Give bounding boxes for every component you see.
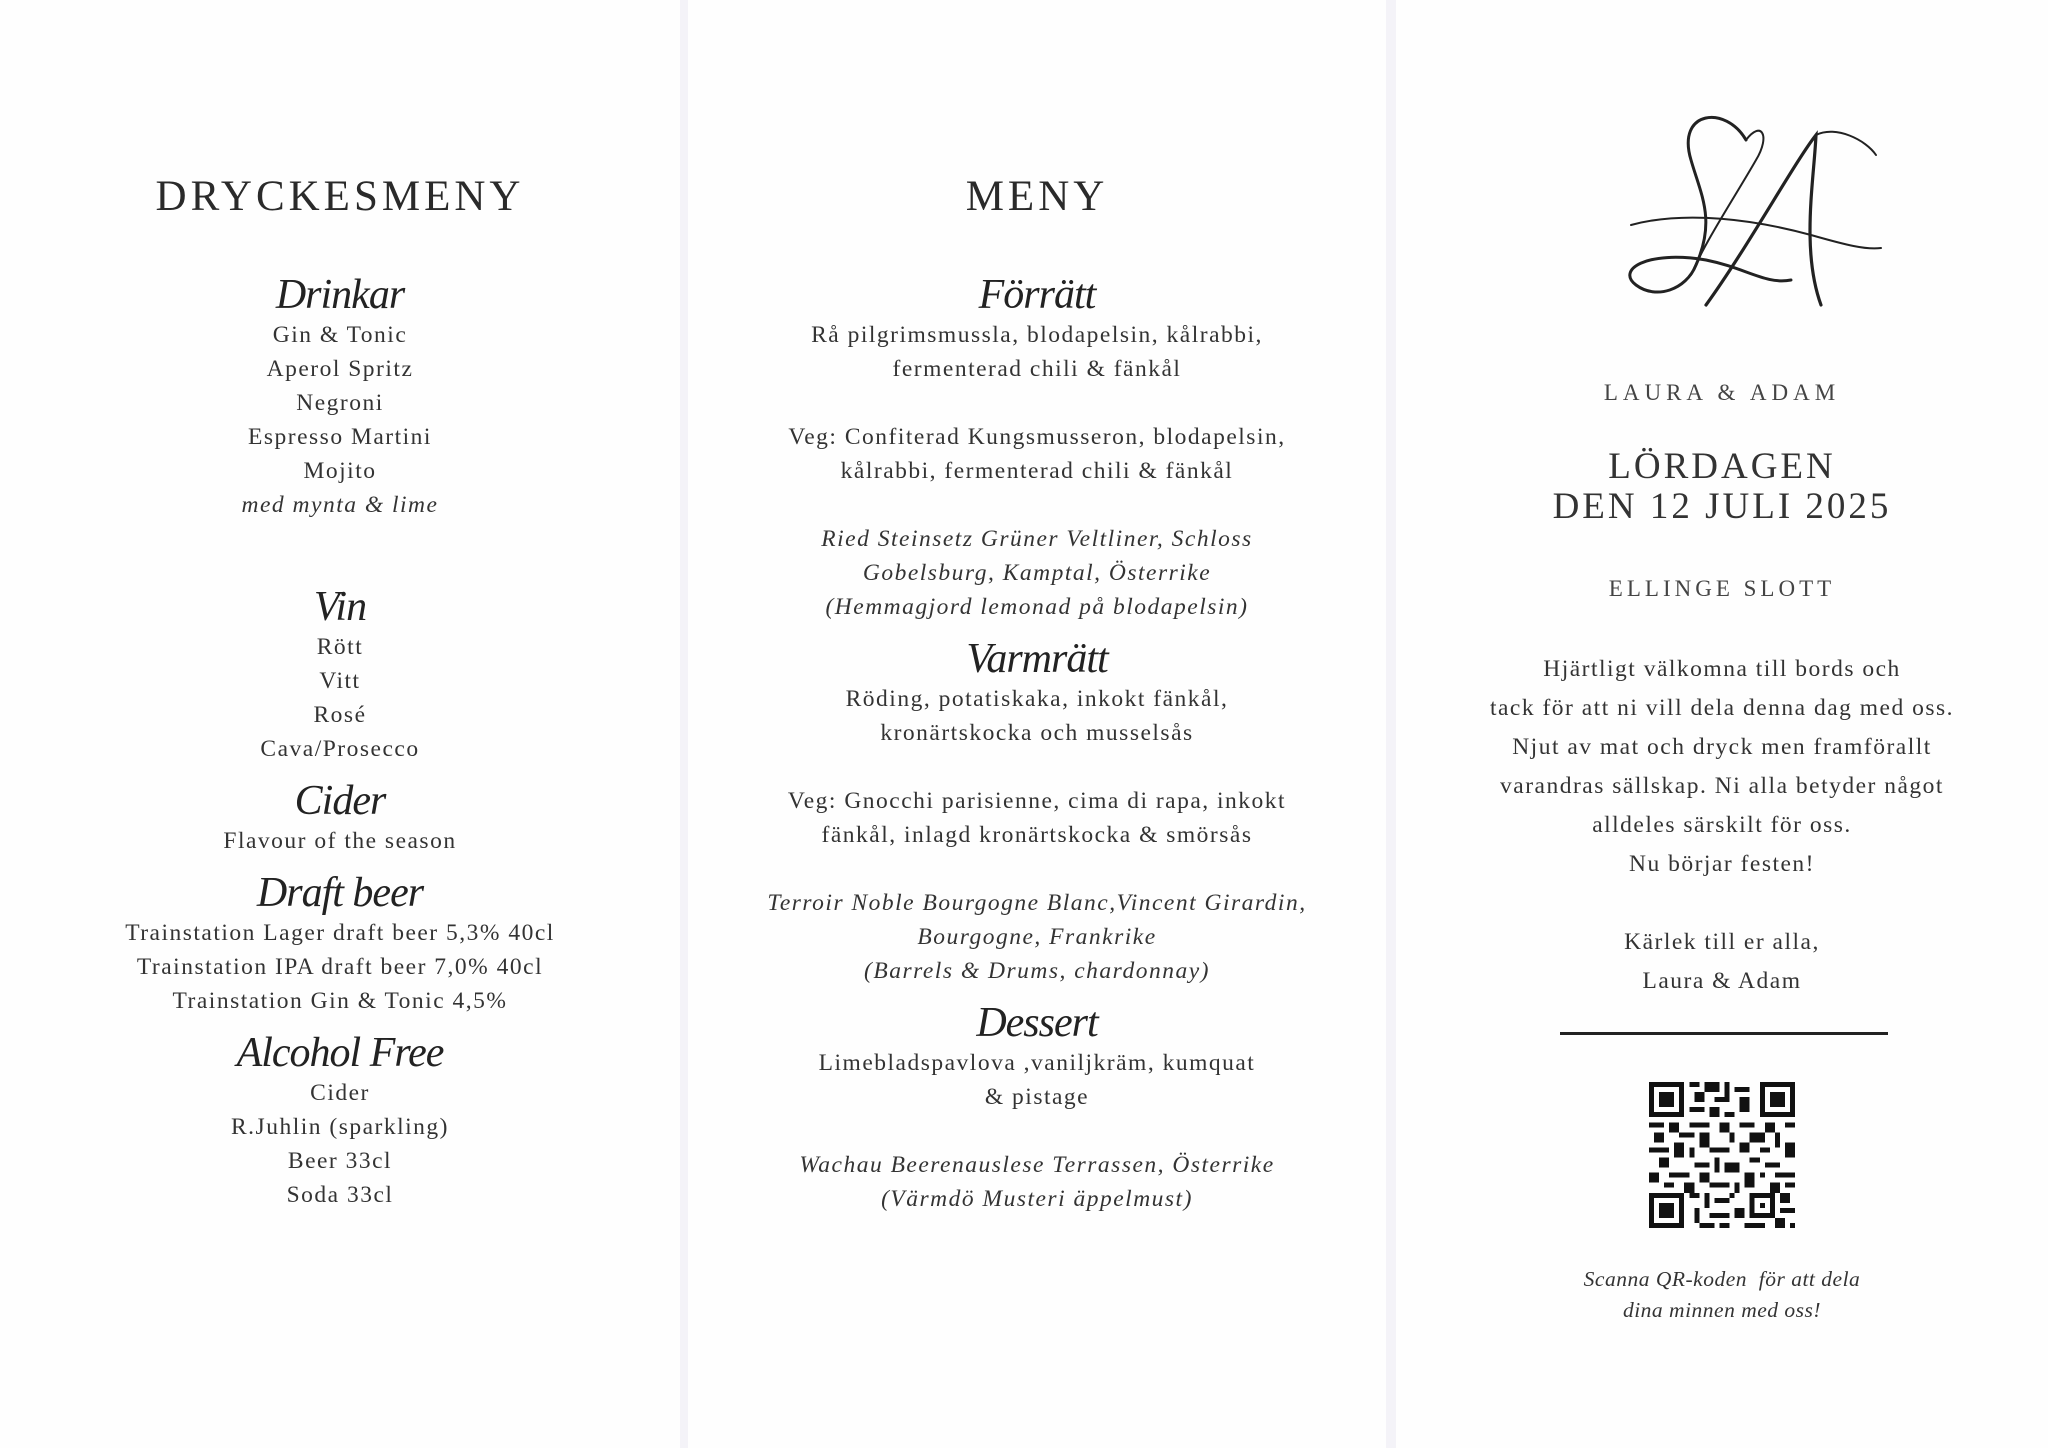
drink-item: Rött <box>316 634 364 660</box>
welcome-line: varandras sällskap. Ni alla betyder något <box>1500 773 1944 799</box>
dish-line: & pistage <box>984 1084 1090 1110</box>
welcome-line: alldeles särskilt för oss. <box>1592 812 1852 838</box>
wine-line: Bourgogne, Frankrike <box>917 924 1157 950</box>
dish-line: Rå pilgrimsmussla, blodapelsin, kålrabbi, <box>811 322 1263 348</box>
drinks-title: DRYCKESMENY <box>155 173 525 220</box>
drinks-panel <box>0 0 680 1448</box>
drink-item: Espresso Martini <box>248 424 432 450</box>
qr-code[interactable] <box>1649 1082 1795 1228</box>
drink-item: Cider <box>310 1080 370 1106</box>
section-heading-drinkar: Drinkar <box>275 272 405 318</box>
menu-panel <box>688 0 1386 1448</box>
drinks-list <box>0 272 680 1212</box>
qr-caption-line: dina minnen med oss! <box>1622 1298 1822 1322</box>
dish-line: Röding, potatiskaka, inkokt fänkål, <box>845 686 1229 712</box>
course-heading-varmratt: Varmrätt <box>966 636 1108 682</box>
welcome-line: Njut av mat och dryck men framförallt <box>1512 734 1932 760</box>
menu-title: MENY <box>965 173 1109 220</box>
wine-line: Wachau Beerenauslese Terrassen, Österrike <box>799 1152 1275 1178</box>
menu-list <box>688 272 1386 1216</box>
signoff-line: Laura & Adam <box>1642 968 1802 994</box>
drink-item: Flavour of the season <box>223 828 457 854</box>
drink-item: Beer 33cl <box>287 1148 393 1174</box>
course-heading-forratt: Förrätt <box>978 272 1096 318</box>
event-date <box>1396 447 2048 527</box>
veg-line: Veg: Confiterad Kungsmusseron, blodapelsin, <box>788 424 1286 450</box>
monogram-logo <box>1596 100 1886 325</box>
drink-item: Trainstation Lager draft beer 5,3% 40cl <box>125 920 555 946</box>
drink-item: Aperol Spritz <box>266 356 414 382</box>
event-date-line1: LÖRDAGEN <box>1608 446 1836 487</box>
dish-line: kronärtskocka och musselsås <box>880 720 1194 746</box>
wine-line: Gobelsburg, Kamptal, Österrike <box>862 560 1212 586</box>
veg-line: Veg: Gnocchi parisienne, cima di rapa, inkokt <box>787 788 1287 814</box>
drink-note: med mynta & lime <box>241 492 439 518</box>
veg-line: fänkål, inlagd kronärtskocka & smörsås <box>821 822 1253 848</box>
dish-line: fermenterad chili & fänkål <box>892 356 1182 382</box>
drink-item: Rosé <box>313 702 367 728</box>
wine-line: Terroir Noble Bourgogne Blanc,Vincent Girardin, <box>767 890 1307 916</box>
event-date-line2: DEN 12 JULI 2025 <box>1552 486 1892 527</box>
wine-line: (Värmdö Musteri äppelmust) <box>881 1186 1193 1212</box>
section-heading-cider: Cider <box>294 778 386 824</box>
course-heading-dessert: Dessert <box>976 1000 1098 1046</box>
drink-item: R.Juhlin (sparkling) <box>231 1114 449 1140</box>
welcome-line: tack för att ni vill dela denna dag med oss. <box>1489 695 1955 721</box>
section-heading-draft-beer: Draft beer <box>256 870 424 916</box>
drink-item: Negroni <box>296 390 384 416</box>
venue: ELLINGE SLOTT <box>1608 576 1836 601</box>
divider <box>1560 1032 1888 1035</box>
wine-line: (Hemmagjord lemonad på blodapelsin) <box>825 594 1249 620</box>
section-heading-vin: Vin <box>313 584 367 630</box>
drink-item: Mojito <box>303 458 377 484</box>
dish-line: Limebladspavlova ,vaniljkräm, kumquat <box>818 1050 1256 1076</box>
wine-line: (Barrels & Drums, chardonnay) <box>864 958 1210 984</box>
couple-names: LAURA & ADAM <box>1603 380 1841 405</box>
section-heading-alcohol-free: Alcohol Free <box>236 1030 444 1076</box>
welcome-line: Hjärtligt välkomna till bords och <box>1543 656 1901 682</box>
wine-line: Ried Steinsetz Grüner Veltliner, Schloss <box>821 526 1253 552</box>
drink-item: Gin & Tonic <box>272 322 408 348</box>
drink-item: Trainstation Gin & Tonic 4,5% <box>172 988 508 1014</box>
qr-caption-line: Scanna QR-koden för att dela <box>1583 1267 1861 1291</box>
welcome-line: Nu börjar festen! <box>1628 851 1816 877</box>
drink-item: Vitt <box>319 668 361 694</box>
drink-item: Soda 33cl <box>286 1182 394 1208</box>
welcome-message <box>1396 650 2048 1001</box>
drink-item: Trainstation IPA draft beer 7,0% 40cl <box>136 954 544 980</box>
qr-caption <box>1396 1264 2048 1326</box>
cover-panel <box>1396 0 2048 1448</box>
veg-line: kålrabbi, fermenterad chili & fänkål <box>840 458 1234 484</box>
drink-item: Cava/Prosecco <box>260 736 420 762</box>
signoff-line: Kärlek till er alla, <box>1624 929 1820 955</box>
